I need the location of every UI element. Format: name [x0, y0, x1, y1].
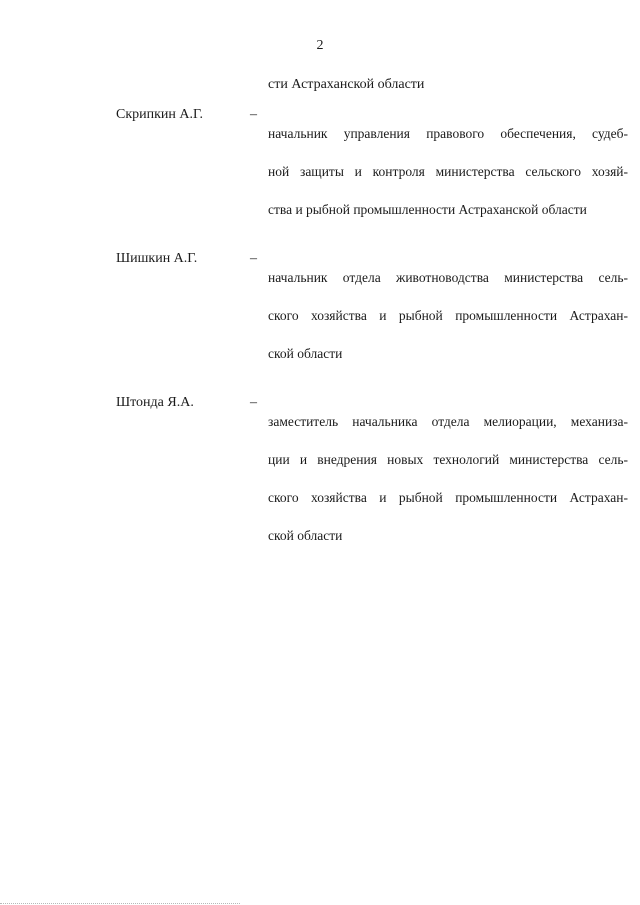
member-list: [116, 105, 628, 575]
position-line: ской области: [268, 346, 343, 361]
page-number: 2: [316, 38, 324, 53]
position-line: ции и внедрения новых технологий министерства сель-: [268, 452, 628, 467]
position-line: ского хозяйства и рыбной промышленности Астрахан-: [268, 490, 628, 505]
position-line: ской области: [268, 528, 343, 543]
scan-edge-line: [0, 903, 240, 904]
member-name: Штонда Я.А.: [116, 395, 194, 410]
position-line: начальник отдела животноводства министерства сель-: [268, 270, 628, 285]
member-position: [268, 105, 628, 238]
position-line: заместитель начальника отдела мелиорации, механиза-: [268, 414, 628, 429]
member-name: Скрипкин А.Г.: [116, 107, 204, 122]
member-position: [268, 249, 628, 382]
position-line: ной защиты и контроля министерства сельского хозяй-: [268, 164, 628, 179]
member-name: Шишкин А.Г.: [116, 251, 198, 266]
member-row: [116, 393, 628, 564]
position-line: ства и рыбной промышленности Астраханской области: [268, 202, 587, 217]
member-row: [116, 105, 628, 238]
member-position: [268, 393, 628, 564]
dash-separator: –: [250, 251, 257, 266]
position-line: ского хозяйства и рыбной промышленности Астрахан-: [268, 308, 628, 323]
member-row: [116, 249, 628, 382]
continuation-text: сти Астраханской области: [268, 77, 425, 92]
position-line: начальник управления правового обеспечения, судеб-: [268, 126, 628, 141]
dash-separator: –: [250, 395, 257, 410]
dash-separator: –: [250, 107, 257, 122]
